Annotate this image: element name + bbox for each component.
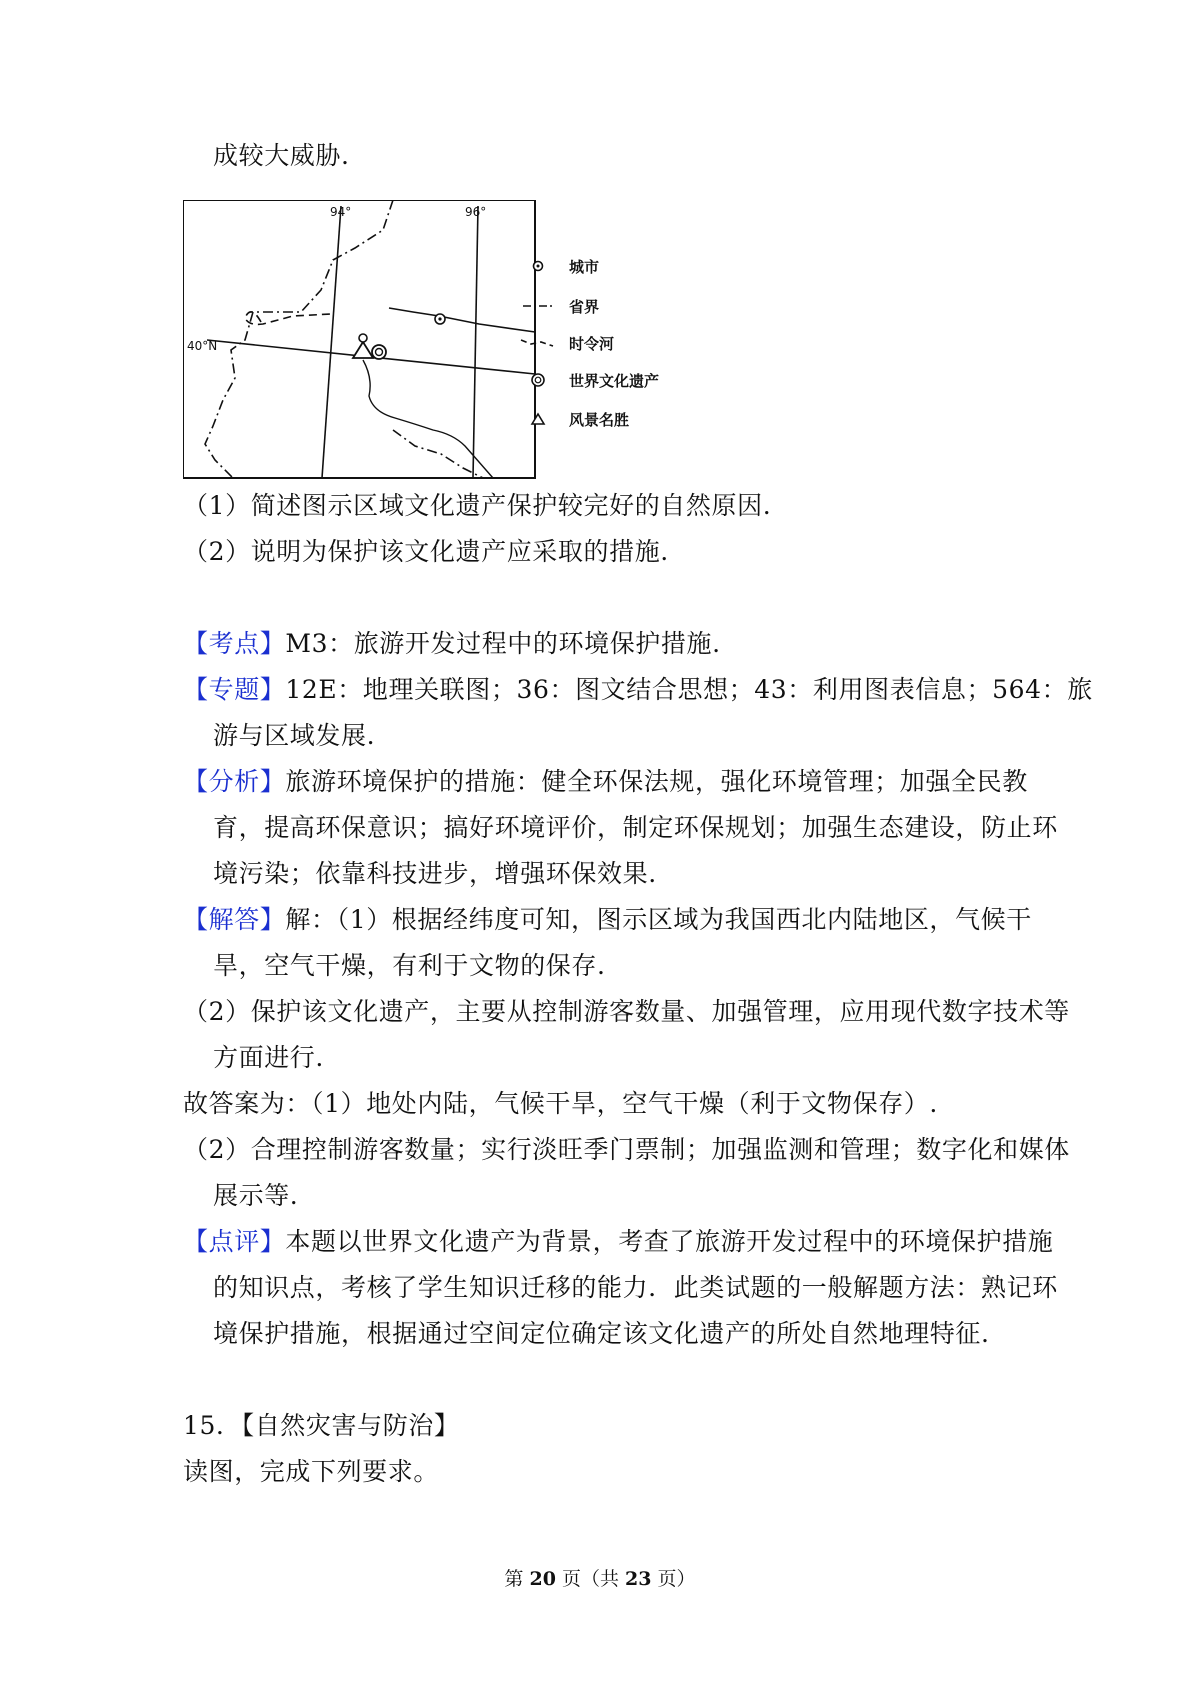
kaodian-paragraph bbox=[183, 626, 721, 662]
city-marker bbox=[435, 314, 445, 324]
jieda-paragraph bbox=[183, 902, 1032, 938]
zhuanti-paragraph bbox=[183, 672, 1093, 708]
fenxi-text-line2: 育，提高环保意识；搞好环境评价，制定环保规划；加强生态建设，防止环 bbox=[213, 813, 1058, 842]
dashed-line-icon bbox=[521, 340, 553, 346]
question-15-prompt: 读图，完成下列要求。 bbox=[183, 1457, 440, 1486]
scenic-spot-marker bbox=[353, 334, 373, 358]
jieda-text-line2: 旱，空气干燥，有利于文物的保存. bbox=[213, 951, 606, 980]
question-15-title: 15．【自然灾害与防治】 bbox=[183, 1411, 460, 1440]
zhuanti-text-line2: 游与区域发展. bbox=[213, 721, 376, 750]
zhuanti-tag: 【专题】 bbox=[183, 675, 286, 704]
world-heritage-icon bbox=[532, 374, 544, 386]
meridian-94 bbox=[322, 206, 341, 478]
legend-label-world-heritage: 世界文化遗产 bbox=[569, 372, 660, 390]
lon-label-96: 96° bbox=[465, 205, 487, 219]
footer-prefix: 第 bbox=[504, 1568, 524, 1590]
footer-mid: 页（共 bbox=[561, 1568, 619, 1590]
world-heritage-marker bbox=[372, 345, 386, 359]
river-east bbox=[389, 308, 535, 332]
dianping-tag: 【点评】 bbox=[183, 1227, 286, 1256]
fenxi-paragraph bbox=[183, 764, 1028, 800]
lon-label-94: 94° bbox=[330, 205, 352, 219]
answer-line: 故答案为：（1）地处内陆，气候干旱，空气干燥（利于文物保存）. bbox=[183, 1089, 938, 1118]
page-footer bbox=[0, 1564, 1200, 1594]
lat-label-40n: 40°N bbox=[187, 339, 218, 353]
seasonal-river bbox=[245, 312, 331, 325]
footer-page-number: 20 bbox=[529, 1568, 556, 1590]
jieda-part2: （2）保护该文化遗产，主要从控制游客数量、加强管理，应用现代数字技术等 bbox=[183, 997, 1070, 1026]
provincial-boundary-2 bbox=[393, 430, 483, 478]
fenxi-text: 旅游环境保护的措施：健全环保法规，强化环境管理；加强全民教 bbox=[285, 767, 1028, 796]
kaodian-tag: 【考点】 bbox=[183, 629, 286, 658]
map-legend bbox=[521, 258, 659, 429]
question-2: （2）说明为保护该文化遗产应采取的措施. bbox=[183, 537, 669, 566]
footer-total-pages: 23 bbox=[625, 1568, 652, 1590]
legend-label-city: 城市 bbox=[569, 258, 600, 276]
dianping-text-line2: 的知识点，考核了学生知识迁移的能力．此类试题的一般解题方法：熟记环 bbox=[213, 1273, 1058, 1302]
footer-suffix: 页） bbox=[657, 1568, 696, 1590]
legend-label-scenic-spot: 风景名胜 bbox=[569, 411, 630, 429]
legend-label-seasonal-river: 时令河 bbox=[569, 335, 615, 353]
question-1: （1）简述图示区域文化遗产保护较完好的自然原因. bbox=[183, 491, 772, 520]
kaodian-text: M3：旅游开发过程中的环境保护措施. bbox=[285, 629, 721, 658]
jieda-tag: 【解答】 bbox=[183, 905, 286, 934]
city-dot-circle-icon bbox=[534, 262, 543, 271]
dianping-text-line3: 境保护措施，根据通过空间定位确定该文化遗产的所处自然地理特征. bbox=[213, 1319, 990, 1348]
jieda-part2-line2: 方面进行. bbox=[213, 1043, 324, 1072]
answer-part2: （2）合理控制游客数量；实行淡旺季门票制；加强监测和管理；数字化和媒体 bbox=[183, 1135, 1070, 1164]
triangle-icon bbox=[532, 414, 544, 424]
dianping-text: 本题以世界文化遗产为背景，考查了旅游开发过程中的环境保护措施 bbox=[285, 1227, 1054, 1256]
continuation-text: 成较大威胁. bbox=[213, 141, 350, 170]
zhuanti-text: 12E：地理关联图；36：图文结合思想；43：利用图表信息；564：旅 bbox=[285, 675, 1093, 704]
fenxi-tag: 【分析】 bbox=[183, 767, 286, 796]
map-figure bbox=[183, 200, 723, 480]
jieda-text: 解：（1）根据经纬度可知，图示区域为我国西北内陆地区，气候干 bbox=[285, 905, 1032, 934]
legend-label-province: 省界 bbox=[569, 298, 600, 316]
answer-part2-line2: 展示等. bbox=[213, 1181, 299, 1210]
fenxi-text-line3: 境污染；依靠科技进步，增强环保效果. bbox=[213, 859, 657, 888]
dianping-paragraph bbox=[183, 1224, 1053, 1260]
meridian-96 bbox=[473, 206, 478, 478]
